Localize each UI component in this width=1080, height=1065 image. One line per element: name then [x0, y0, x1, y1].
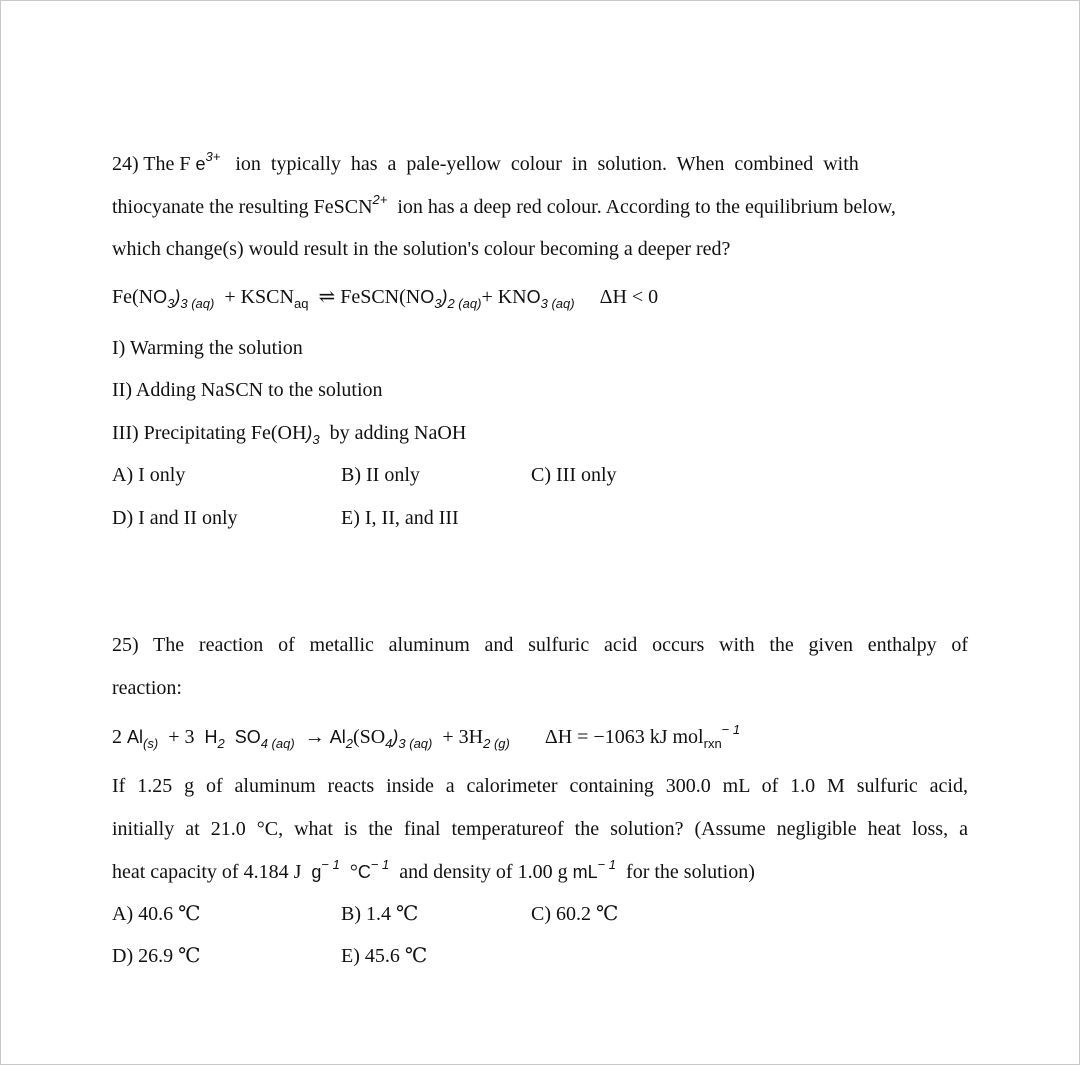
- q24-line-2: thiocyanate the resulting FeSCN$^{2+}$ ion has a deep red colour. According to the equilibrium below,: [112, 192, 896, 218]
- q25-paragraph-line-2: initially at 21.0 °C, what is the final temperatureof the solution? (Assume negligible heat loss, a: [112, 818, 968, 840]
- q25-option-b[interactable]: B) 1.4 ℃: [341, 903, 419, 925]
- q25-option-e[interactable]: E) 45.6 ℃: [341, 945, 428, 967]
- q25-paragraph-line-3: heat capacity of 4.184 J $g^{- 1}$ $^\circ C^{- 1}$ and density of 1.00 g $mL^{- 1}$ for the solution): [112, 857, 755, 883]
- q24-equilibrium-equation: $Fe(NO_3)_{3 (aq)}$ + $KSCN_{aq}$ ⇌ $FeSCN(NO_3)_{2 (aq)}+ KNO_{3 (aq)}$ ΔH < 0: [112, 286, 659, 311]
- q25-line-2: reaction:: [112, 677, 182, 699]
- q24-option-a[interactable]: A) I only: [112, 464, 186, 486]
- q24-option-b[interactable]: B) II only: [341, 464, 420, 486]
- q25-option-d[interactable]: D) 26.9 ℃: [112, 945, 201, 967]
- q24-option-c[interactable]: C) III only: [531, 464, 617, 486]
- q24-option-d[interactable]: D) I and II only: [112, 507, 238, 529]
- q24-option-e[interactable]: E) I, II, and III: [341, 507, 459, 529]
- q25-option-a[interactable]: A) 40.6 ℃: [112, 903, 201, 925]
- q24-item-2: II) Adding NaSCN to the solution: [112, 379, 383, 401]
- q25-paragraph-line-1: If 1.25 g of aluminum reacts inside a calorimeter containing 300.0 mL of 1.0 M sulfuric acid,: [112, 775, 968, 797]
- q24-item-3: III) Precipitating $Fe(OH)_3$ by adding NaOH: [112, 422, 467, 447]
- q25-reaction-equation: 2 $Al_{(s)} + 3$ $H_2$ $SO_{4 (aq)} \to Al_2(SO_4)_{3 (aq)} + 3H_{2 (g)}$ ΔH = −1063 kJ mol$_{rxn}^{- 1}$: [112, 722, 741, 751]
- q24-line-3: which change(s) would result in the solution's colour becoming a deeper red?: [112, 238, 731, 260]
- q24-item-1: I) Warming the solution: [112, 337, 303, 359]
- q25-option-c[interactable]: C) 60.2 ℃: [531, 903, 619, 925]
- q24-line-1: 24) The F $e^{3+}$ ion typically has a pale-yellow colour in solution. When combined with: [112, 149, 859, 175]
- q25-line-1: 25) The reaction of metallic aluminum and sulfuric acid occurs with the given enthalpy of: [112, 634, 968, 656]
